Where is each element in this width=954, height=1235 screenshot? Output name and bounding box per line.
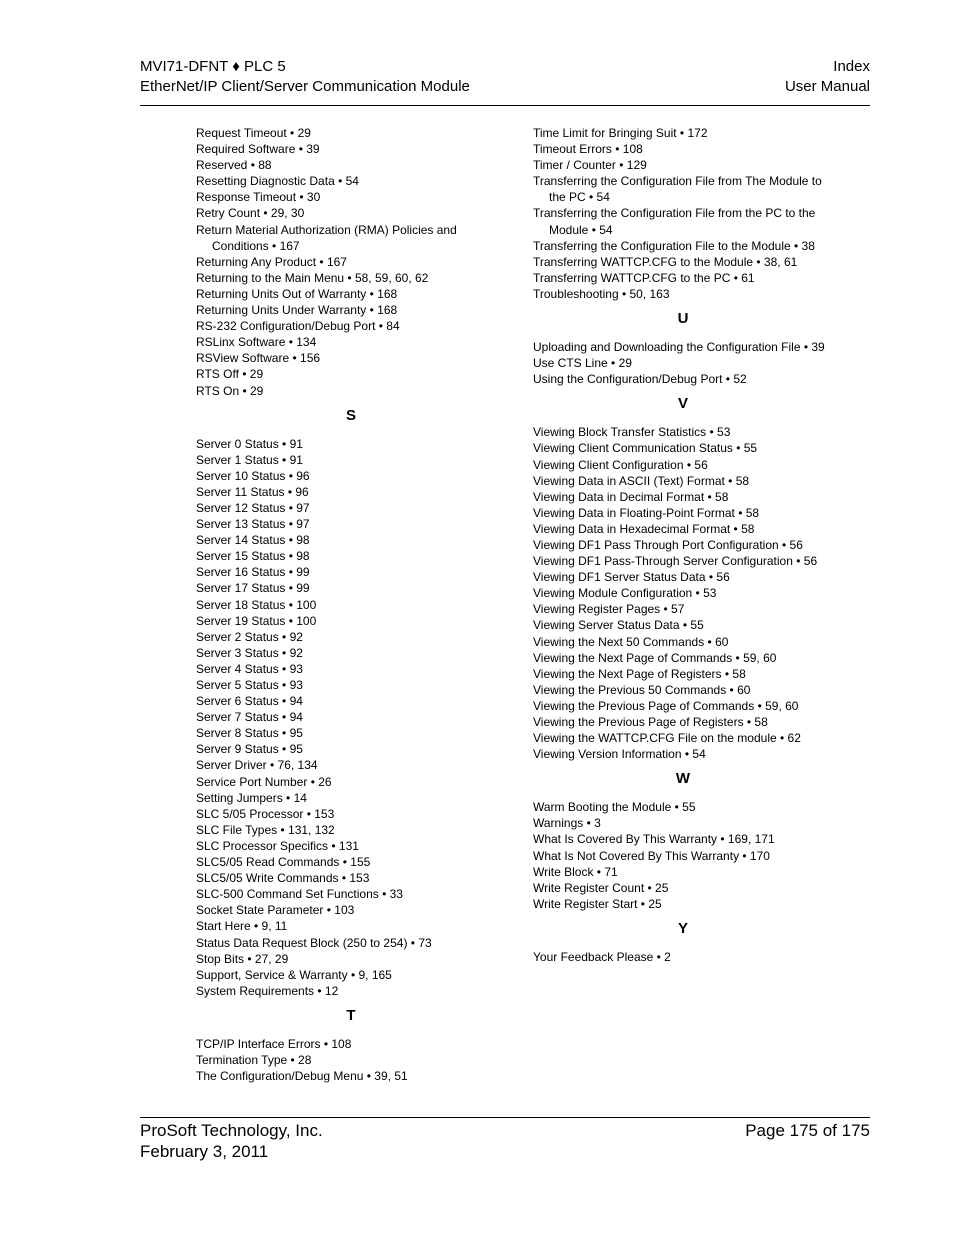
index-entry[interactable]: Server 6 Status • 94 <box>196 694 303 709</box>
index-entry[interactable]: Viewing the Next Page of Commands • 59, 60 <box>533 650 777 665</box>
index-entry[interactable]: Time Limit for Bringing Suit • 172 <box>533 126 708 140</box>
index-entry[interactable]: Transferring WATTCP.CFG to the PC • 61 <box>533 270 755 285</box>
index-entry[interactable]: Write Register Count • 25 <box>533 880 669 895</box>
index-entry[interactable]: Viewing the WATTCP.CFG File on the module • 62 <box>533 731 801 746</box>
page-footer <box>140 1117 870 1161</box>
index-entry[interactable]: Transferring the Configuration File from the PC to the Module • 54 <box>533 206 816 237</box>
index-entry[interactable]: Returning to the Main Menu • 58, 59, 60, 62 <box>196 270 429 285</box>
index-entry[interactable]: Server Driver • 76, 134 <box>196 758 318 773</box>
index-entry[interactable]: Viewing Client Configuration • 56 <box>533 457 708 472</box>
index-entry[interactable]: Viewing Block Transfer Statistics • 53 <box>533 425 731 440</box>
index-entry[interactable]: Retry Count • 29, 30 <box>196 206 305 221</box>
index-entry[interactable]: Server 9 Status • 95 <box>196 742 303 757</box>
index-entry[interactable]: Viewing DF1 Pass Through Port Configuration • 56 <box>533 537 803 552</box>
index-entry[interactable]: Stop Bits • 27, 29 <box>196 951 289 966</box>
index-entry[interactable]: Using the Configuration/Debug Port • 52 <box>533 372 747 387</box>
index-entry[interactable]: Server 7 Status • 94 <box>196 710 303 725</box>
index-entry[interactable]: SLC5/05 Read Commands • 155 <box>196 855 371 870</box>
index-entry[interactable]: Returning Units Under Warranty • 168 <box>196 303 398 318</box>
index-entry[interactable]: Server 15 Status • 98 <box>196 549 310 564</box>
index-entry[interactable]: What Is Not Covered By This Warranty • 170 <box>533 848 770 863</box>
page-header <box>140 57 870 106</box>
index-entry[interactable]: What Is Covered By This Warranty • 169, 171 <box>533 832 775 847</box>
footer-company-block <box>140 1120 323 1162</box>
index-letter-heading: W <box>675 770 691 788</box>
index-column-left <box>196 125 506 1084</box>
index-entry[interactable]: Server 18 Status • 100 <box>196 597 317 612</box>
index-entry[interactable]: Setting Jumpers • 14 <box>196 790 307 805</box>
index-entry[interactable]: TCP/IP Interface Errors • 108 <box>196 1036 352 1051</box>
index-entry[interactable]: Transferring the Configuration File from The Module to the PC • 54 <box>533 174 822 205</box>
index-entry[interactable]: Viewing the Next 50 Commands • 60 <box>533 634 729 649</box>
index-entry[interactable]: Resetting Diagnostic Data • 54 <box>196 174 359 189</box>
product-subtitle: EtherNet/IP Client/Server Communication Module <box>140 78 470 95</box>
index-entry[interactable]: Warnings • 3 <box>533 816 601 831</box>
index-entry[interactable]: Server 3 Status • 92 <box>196 645 303 660</box>
index-entry[interactable]: RS-232 Configuration/Debug Port • 84 <box>196 319 400 334</box>
index-entry[interactable]: Viewing DF1 Server Status Data • 56 <box>533 570 730 585</box>
index-letter-heading: Y <box>677 919 688 937</box>
index-entry[interactable]: Troubleshooting • 50, 163 <box>533 286 670 301</box>
index-entry[interactable]: Returning Any Product • 167 <box>196 254 347 269</box>
index-entry[interactable]: Required Software • 39 <box>196 142 320 157</box>
index-entry[interactable]: RSLinx Software • 134 <box>196 335 317 350</box>
index-entry[interactable]: Server 1 Status • 91 <box>196 452 303 467</box>
index-entry[interactable]: Server 11 Status • 96 <box>196 484 309 499</box>
company-name: ProSoft Technology, Inc. <box>140 1121 323 1140</box>
index-entry[interactable]: Timeout Errors • 108 <box>533 142 643 157</box>
index-entry[interactable]: SLC 5/05 Processor • 153 <box>196 806 335 821</box>
index-entry[interactable]: Server 13 Status • 97 <box>196 517 310 532</box>
index-entry[interactable]: Use CTS Line • 29 <box>533 356 632 371</box>
index-entry[interactable]: Server 8 Status • 95 <box>196 726 303 741</box>
index-entry[interactable]: RSView Software • 156 <box>196 351 321 366</box>
index-entry[interactable]: Viewing DF1 Pass-Through Server Configuration • 56 <box>533 554 818 569</box>
index-entry[interactable]: Reserved • 88 <box>196 158 272 173</box>
index-letter-heading: S <box>345 406 356 424</box>
index-entry[interactable]: Server 17 Status • 99 <box>196 581 310 596</box>
index-entry[interactable]: Write Register Start • 25 <box>533 896 662 911</box>
index-entry[interactable]: Viewing Data in Floating-Point Format • 58 <box>533 505 760 520</box>
index-entry[interactable]: Server 19 Status • 100 <box>196 613 317 628</box>
index-entry[interactable]: Viewing Data in Hexadecimal Format • 58 <box>533 521 755 536</box>
index-entry[interactable]: Viewing the Previous Page of Commands • 59, 60 <box>533 698 799 713</box>
index-entry[interactable]: SLC Processor Specifics • 131 <box>196 838 359 853</box>
index-entry[interactable]: Start Here • 9, 11 <box>196 919 288 934</box>
index-entry[interactable]: Request Timeout • 29 <box>196 126 311 140</box>
index-entry[interactable]: Transferring WATTCP.CFG to the Module • 38, 61 <box>533 254 798 269</box>
index-entry[interactable]: Viewing Module Configuration • 53 <box>533 586 717 601</box>
index-letter-heading: U <box>677 310 689 328</box>
index-entry[interactable]: Viewing Version Information • 54 <box>533 747 706 762</box>
header-title-block <box>140 57 470 97</box>
index-column-right <box>533 125 833 965</box>
index-entry[interactable]: Response Timeout • 30 <box>196 190 321 205</box>
index-entry[interactable]: Viewing Server Status Data • 55 <box>533 618 704 633</box>
index-entry[interactable]: Viewing the Previous 50 Commands • 60 <box>533 682 751 697</box>
product-title: MVI71-DFNT ♦ PLC 5 <box>140 58 286 75</box>
index-entry[interactable]: Server 0 Status • 91 <box>196 436 303 451</box>
index-entry[interactable]: Viewing Data in ASCII (Text) Format • 58 <box>533 473 750 488</box>
index-entry[interactable]: SLC File Types • 131, 132 <box>196 822 335 837</box>
index-entry[interactable]: Server 5 Status • 93 <box>196 678 303 692</box>
index-entry[interactable]: Server 4 Status • 93 <box>196 661 303 676</box>
publication-date: February 3, 2011 <box>140 1142 269 1161</box>
index-entry[interactable]: System Requirements • 12 <box>196 983 339 998</box>
index-entry[interactable]: Viewing the Next Page of Registers • 58 <box>533 666 746 681</box>
index-entry[interactable]: Viewing Register Pages • 57 <box>533 602 685 617</box>
index-entry[interactable]: Viewing the Previous Page of Registers • 58 <box>533 715 768 729</box>
index-entry[interactable]: Warm Booting the Module • 55 <box>533 800 696 815</box>
index-entry[interactable]: Timer / Counter • 129 <box>533 158 647 173</box>
index-entry[interactable]: Your Feedback Please • 2 <box>533 949 671 964</box>
index-entry[interactable]: Uploading and Downloading the Configuration File • 39 <box>533 340 825 355</box>
index-entry[interactable]: Socket State Parameter • 103 <box>196 903 355 918</box>
index-entry[interactable]: Transferring the Configuration File to the Module • 38 <box>533 238 815 253</box>
index-entry[interactable]: SLC-500 Command Set Functions • 33 <box>196 887 403 902</box>
index-entry[interactable]: Viewing Data in Decimal Format • 58 <box>533 489 729 504</box>
section-name: Index <box>833 58 870 75</box>
document-type: User Manual <box>784 78 870 95</box>
index-entry[interactable]: Server 10 Status • 96 <box>196 468 310 483</box>
index-entry[interactable]: RTS On • 29 <box>196 383 264 398</box>
index-entry[interactable]: Termination Type • 28 <box>196 1052 312 1067</box>
index-entry[interactable]: Server 14 Status • 98 <box>196 533 310 548</box>
index-entry[interactable]: Return Material Authorization (RMA) Policies and Conditions • 167 <box>196 222 457 253</box>
index-letter-heading: V <box>677 395 688 413</box>
index-entry[interactable]: Write Block • 71 <box>533 864 618 879</box>
index-entry[interactable]: The Configuration/Debug Menu • 39, 51 <box>196 1069 408 1084</box>
index-entry[interactable]: Status Data Request Block (250 to 254) • 73 <box>196 935 432 950</box>
index-letter-heading: T <box>346 1006 356 1024</box>
index-entry[interactable]: Returning Units Out of Warranty • 168 <box>196 286 398 301</box>
index-entry[interactable]: Server 2 Status • 92 <box>196 629 303 644</box>
index-entry[interactable]: Server 12 Status • 97 <box>196 500 310 515</box>
index-entry[interactable]: Support, Service & Warranty • 9, 165 <box>196 967 392 982</box>
index-entry[interactable]: Service Port Number • 26 <box>196 774 332 789</box>
index-entry[interactable]: SLC5/05 Write Commands • 153 <box>196 871 370 886</box>
index-entry[interactable]: Viewing Client Communication Status • 55 <box>533 441 758 456</box>
page-number: Page 175 of 175 <box>745 1121 870 1140</box>
header-section-block <box>785 57 870 97</box>
index-entry[interactable]: Server 16 Status • 99 <box>196 565 310 580</box>
index-entry[interactable]: RTS Off • 29 <box>196 367 264 382</box>
